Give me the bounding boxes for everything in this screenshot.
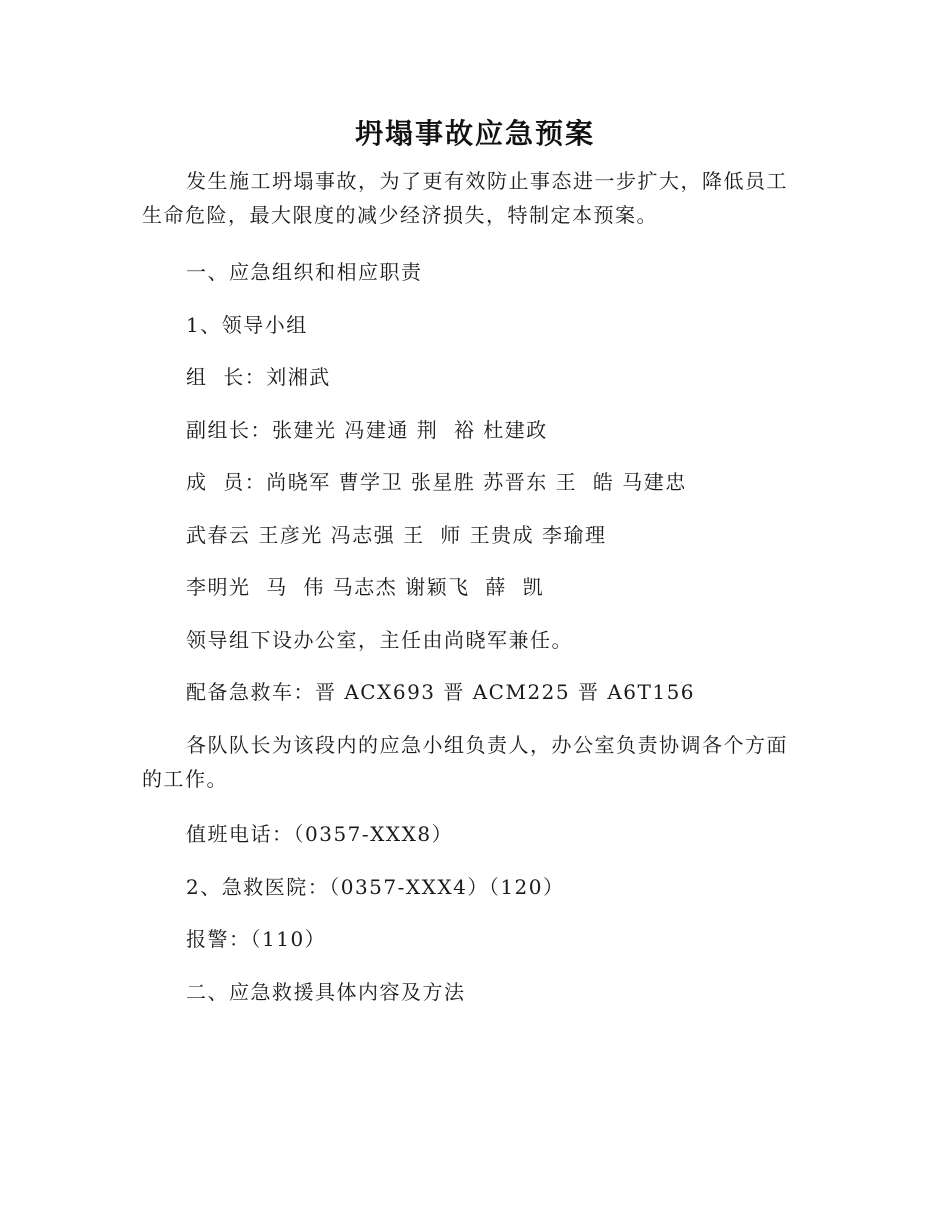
leader-line: 组 长：刘湘武	[186, 365, 331, 389]
section2-heading: 二、应急救援具体内容及方法	[186, 980, 466, 1004]
team-duty-paragraph: 各队队长为该段内的应急小组负责人，办公室负责协调各个方面的工作。	[142, 733, 788, 791]
members-line-1: 成 员：尚晓军 曹学卫 张星胜 苏晋东 王 皓 马建忠	[186, 470, 687, 494]
members-line-2: 武春云 王彦光 冯志强 王 师 王贵成 李瑜理	[186, 523, 607, 547]
office-note: 领导组下设办公室，主任由尚晓军兼任。	[186, 628, 573, 652]
leader-group-heading: 1、领导小组	[186, 313, 308, 337]
section1-heading: 一、应急组织和相应职责	[186, 260, 423, 284]
deputy-leaders-line: 副组长：张建光 冯建通 荆 裕 杜建政	[186, 418, 548, 442]
members-line-3: 李明光 马 伟 马志杰 谢颖飞 薛 凯	[186, 575, 545, 599]
document-title: 坍塌事故应急预案	[354, 117, 595, 150]
police-line: 报警：（110）	[186, 927, 327, 951]
duty-phone-line: 值班电话：（0357-XXX8）	[186, 822, 454, 846]
ambulance-line: 配备急救车：晋 ACX693 晋 ACM225 晋 A6T156	[186, 680, 696, 704]
intro-paragraph: 发生施工坍塌事故，为了更有效防止事态进一步扩大，降低员工生命危险，最大限度的减少经济损失，特制定本预案。	[142, 169, 788, 227]
hospital-line: 2、急救医院：（0357-XXX4）（120）	[186, 875, 565, 899]
